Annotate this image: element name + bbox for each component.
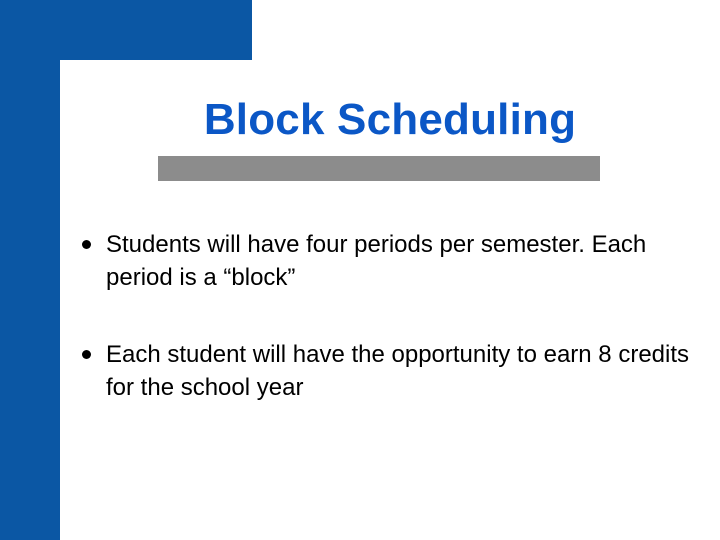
accent-side-bar <box>0 0 60 540</box>
bullet-list <box>78 228 708 448</box>
accent-top-bar <box>0 0 252 60</box>
title-underline-rule <box>158 156 600 181</box>
bullet-item <box>78 338 708 404</box>
title-underline-cap <box>158 156 183 181</box>
bullet-text: Each student will have the opportunity to earn 8 credits for the school year <box>106 341 690 401</box>
slide-title: Block Scheduling <box>203 95 577 144</box>
bullet-text: Students will have four periods per semester. Each period is a “block” <box>106 231 647 291</box>
bullet-dot-icon <box>82 350 91 359</box>
bullet-item <box>78 228 708 294</box>
bullet-dot-icon <box>82 240 91 249</box>
